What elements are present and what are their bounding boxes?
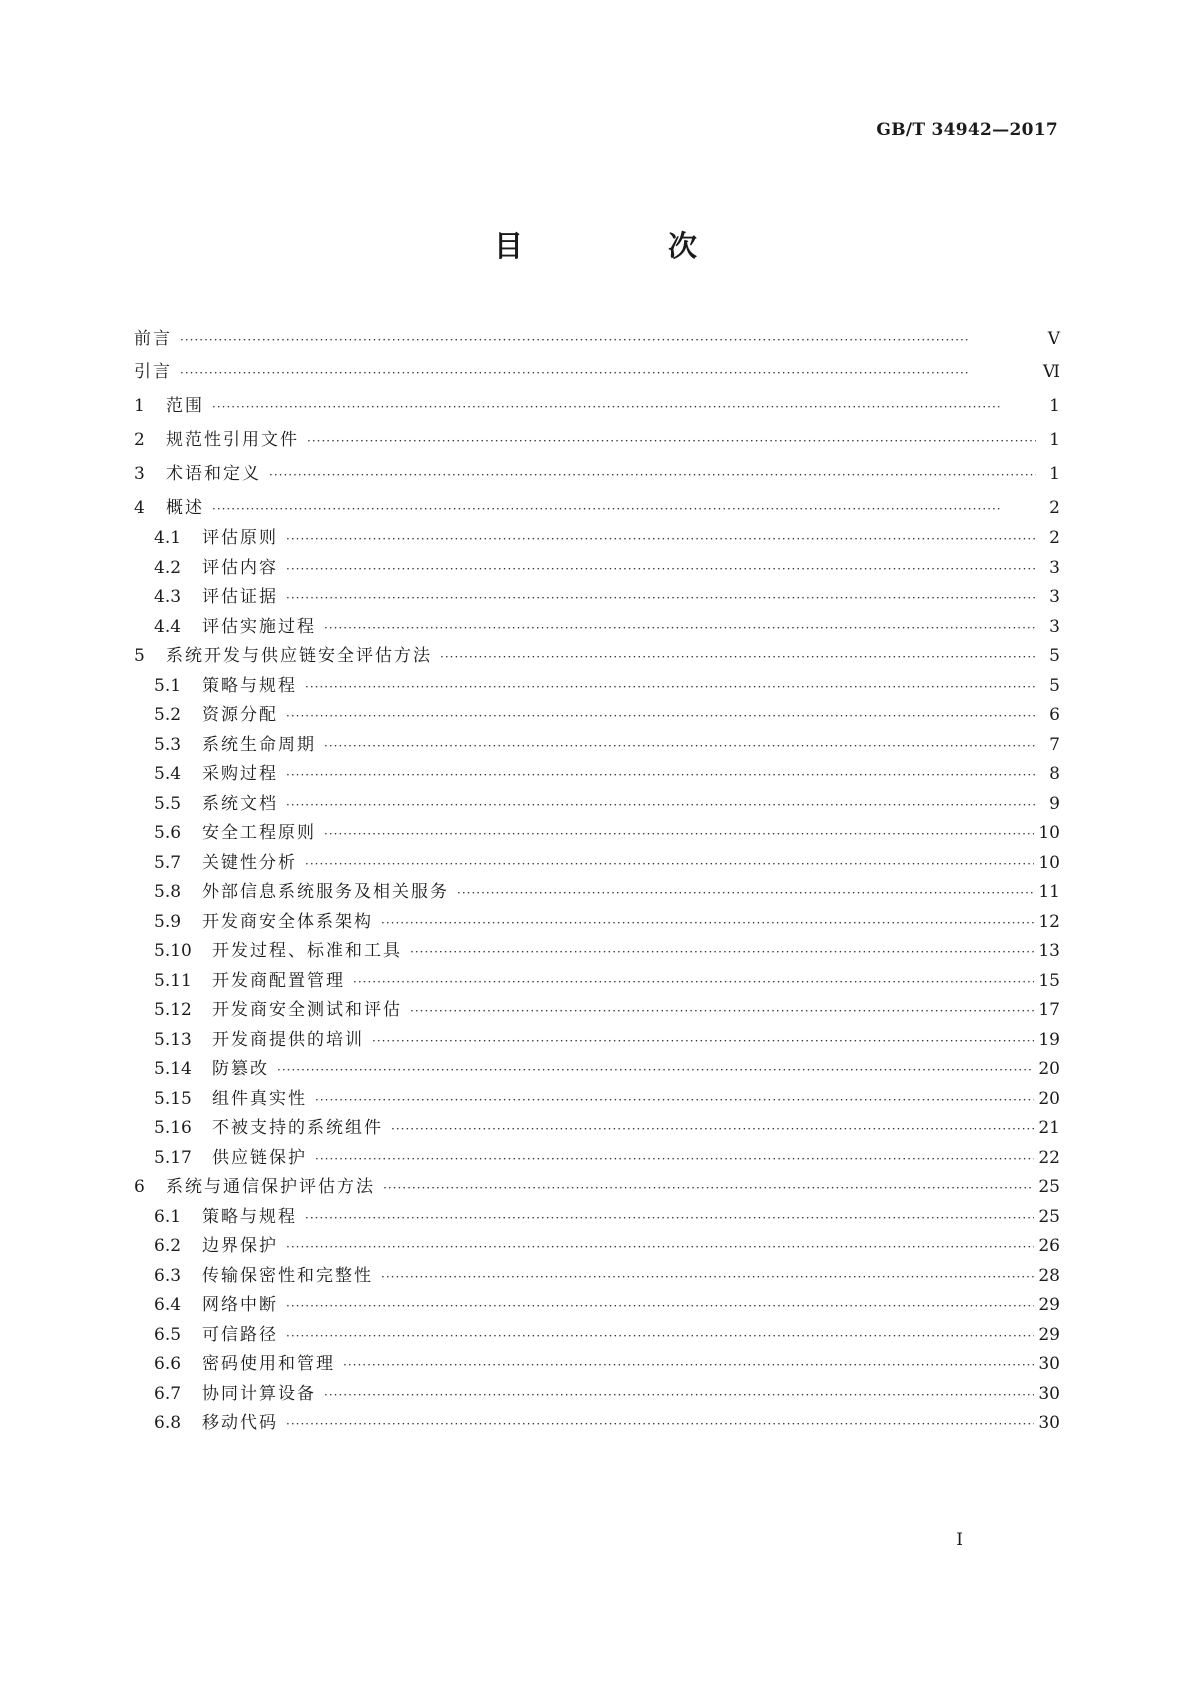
toc-entry-page: 3 xyxy=(1049,587,1060,607)
toc-entry[interactable] xyxy=(134,1294,1060,1324)
toc-entry-number: 3 xyxy=(134,464,145,484)
dot-leader xyxy=(343,1354,1034,1376)
toc-entry-page: 19 xyxy=(1038,1029,1060,1050)
toc-entry-label: 供应链保护 xyxy=(212,1147,307,1168)
toc-entry-page: 26 xyxy=(1038,1236,1060,1256)
toc-entry[interactable] xyxy=(134,1235,1060,1265)
toc-entry[interactable] xyxy=(134,1029,1060,1059)
toc-entry[interactable] xyxy=(134,881,1060,911)
dot-leader xyxy=(410,1000,1034,1022)
toc-entry-page: 30 xyxy=(1038,1383,1060,1404)
toc-entry[interactable] xyxy=(134,940,1060,970)
toc-entry[interactable] xyxy=(134,1117,1060,1147)
toc-entry-label: 可信路径 xyxy=(202,1324,278,1345)
toc-entry-number: 5.14 xyxy=(154,1059,192,1079)
dot-leader xyxy=(286,1413,1034,1435)
dot-leader xyxy=(372,1030,1034,1052)
toc-entry-number: 6.2 xyxy=(154,1236,182,1256)
dot-leader xyxy=(286,1236,1034,1258)
toc-entry-label: 防篡改 xyxy=(212,1059,269,1079)
toc-entry-number: 5.5 xyxy=(154,793,182,814)
toc-entry-page: 2 xyxy=(1049,498,1060,518)
toc-entry-page: 10 xyxy=(1038,852,1060,873)
toc-entry[interactable] xyxy=(134,793,1060,823)
toc-entry[interactable] xyxy=(134,1265,1060,1295)
dot-leader xyxy=(212,396,1036,418)
dot-leader xyxy=(410,941,1034,963)
dot-leader xyxy=(180,329,1036,351)
toc-entry-label: 概述 xyxy=(166,498,204,518)
toc-entry-label: 系统开发与供应链安全评估方法 xyxy=(166,646,432,666)
toc-entry-number: 4.3 xyxy=(154,587,182,607)
toc-entry-label: 评估原则 xyxy=(202,528,278,548)
toc-entry-label: 采购过程 xyxy=(202,764,278,784)
toc-entry-page: 29 xyxy=(1038,1295,1060,1315)
toc-entry[interactable] xyxy=(134,1147,1060,1177)
toc-entry-number: 5.15 xyxy=(154,1088,192,1109)
toc-entry[interactable] xyxy=(134,1383,1060,1413)
toc-entry[interactable] xyxy=(134,1412,1060,1442)
dot-leader xyxy=(383,1177,1034,1199)
toc-entry[interactable] xyxy=(134,1353,1060,1383)
toc-entry-page: 10 xyxy=(1038,823,1060,843)
toc-entry[interactable] xyxy=(134,328,1060,361)
toc-entry-label: 关键性分析 xyxy=(202,852,297,873)
toc-entry-number: 6.6 xyxy=(154,1354,182,1374)
toc-entry-page: 1 xyxy=(1049,396,1060,416)
toc-entry[interactable] xyxy=(134,527,1060,557)
toc-entry-label: 组件真实性 xyxy=(212,1088,307,1109)
toc-entry-page: Ⅴ xyxy=(1047,329,1060,349)
toc-entry-label: 外部信息系统服务及相关服务 xyxy=(202,882,449,902)
toc-entry-label: 系统与通信保护评估方法 xyxy=(166,1177,375,1197)
toc-entry-page: 22 xyxy=(1038,1147,1060,1168)
toc-entry-number: 2 xyxy=(134,430,145,450)
toc-entry-number: 6.7 xyxy=(154,1383,182,1404)
toc-entry-label: 开发过程、标准和工具 xyxy=(212,941,402,961)
dot-leader xyxy=(324,823,1034,845)
toc-entry-number: 5.4 xyxy=(154,764,182,784)
toc-entry-page: 17 xyxy=(1038,1000,1060,1020)
toc-entry-page: 15 xyxy=(1038,970,1060,991)
toc-entry[interactable] xyxy=(134,911,1060,941)
toc-entry-label: 术语和定义 xyxy=(166,464,261,484)
toc-entry-page: 1 xyxy=(1049,464,1060,484)
toc-entry-number: 5.13 xyxy=(154,1029,192,1050)
toc-entry-number: 6.8 xyxy=(154,1413,182,1433)
dot-leader xyxy=(315,1089,1034,1111)
toc-entry-number: 6.5 xyxy=(154,1324,182,1345)
toc-entry-number: 4.1 xyxy=(154,528,182,548)
dot-leader xyxy=(381,1266,1034,1288)
toc-entry-page: 11 xyxy=(1038,882,1060,902)
toc-entry-label: 传输保密性和完整性 xyxy=(202,1265,373,1286)
toc-entry[interactable] xyxy=(134,463,1060,497)
toc-entry-label: 评估内容 xyxy=(202,557,278,578)
toc-entry-label: 前言 xyxy=(134,329,172,349)
toc-entry-label: 协同计算设备 xyxy=(202,1383,316,1404)
toc-entry-number: 6.1 xyxy=(154,1206,182,1227)
toc-entry[interactable] xyxy=(134,734,1060,764)
dot-leader xyxy=(180,362,1036,384)
toc-entry-number: 5.1 xyxy=(154,675,182,696)
toc-entry-page: 20 xyxy=(1038,1088,1060,1109)
dot-leader xyxy=(353,971,1034,993)
toc-entry-label: 资源分配 xyxy=(202,705,278,725)
toc-entry-page: Ⅵ xyxy=(1042,362,1060,382)
toc-entry-page: 29 xyxy=(1038,1324,1060,1345)
toc-entry-label: 评估实施过程 xyxy=(202,616,316,637)
toc-entry-page: 20 xyxy=(1038,1059,1060,1079)
toc-entry-number: 5.6 xyxy=(154,823,182,843)
toc-entry[interactable] xyxy=(134,1324,1060,1354)
toc-entry-number: 5 xyxy=(134,646,145,666)
toc-entry-number: 5.11 xyxy=(154,970,192,991)
toc-entry[interactable] xyxy=(134,970,1060,1000)
dot-leader xyxy=(212,498,1036,520)
toc-entry[interactable] xyxy=(134,1206,1060,1236)
toc-entry-label: 系统生命周期 xyxy=(202,734,316,755)
toc-entry-page: 1 xyxy=(1049,430,1060,450)
document-code: GB/T 34942—2017 xyxy=(876,120,1058,140)
toc-entry-page: 5 xyxy=(1049,675,1060,696)
toc-entry[interactable] xyxy=(134,1058,1060,1088)
toc-entry-label: 开发商安全体系架构 xyxy=(202,911,373,932)
toc-entry-page: 25 xyxy=(1038,1177,1060,1197)
dot-leader xyxy=(286,528,1036,550)
toc-entry-number: 6.3 xyxy=(154,1265,182,1286)
toc-entry-page: 13 xyxy=(1038,941,1060,961)
dot-leader xyxy=(324,1384,1034,1406)
dot-leader xyxy=(440,646,1036,668)
toc-entry-label: 策略与规程 xyxy=(202,675,297,696)
toc-entry-page: 28 xyxy=(1038,1265,1060,1286)
toc-entry-page: 6 xyxy=(1049,705,1060,725)
toc-entry-label: 边界保护 xyxy=(202,1236,278,1256)
dot-leader xyxy=(315,1148,1034,1170)
toc-entry-page: 3 xyxy=(1049,557,1060,578)
dot-leader xyxy=(286,764,1036,786)
toc-entry-label: 策略与规程 xyxy=(202,1206,297,1227)
table-of-contents xyxy=(134,328,1060,1442)
page-title: 目 次 xyxy=(493,229,755,263)
page-number: I xyxy=(956,1530,963,1550)
toc-entry-page: 7 xyxy=(1049,734,1060,755)
toc-entry-label: 范围 xyxy=(166,396,204,416)
toc-entry[interactable] xyxy=(134,999,1060,1029)
dot-leader xyxy=(286,794,1036,816)
toc-entry-number: 5.7 xyxy=(154,852,182,873)
toc-entry[interactable] xyxy=(134,361,1060,395)
toc-entry[interactable] xyxy=(134,852,1060,882)
dot-leader xyxy=(307,430,1036,452)
toc-entry-number: 5.2 xyxy=(154,705,182,725)
toc-entry-label: 评估证据 xyxy=(202,587,278,607)
toc-entry-number: 5.8 xyxy=(154,882,182,902)
dot-leader xyxy=(324,617,1036,639)
toc-entry-page: 9 xyxy=(1049,793,1060,814)
dot-leader xyxy=(324,735,1036,757)
dot-leader xyxy=(269,464,1036,486)
toc-entry-number: 5.9 xyxy=(154,911,182,932)
dot-leader xyxy=(286,1295,1034,1317)
toc-entry-page: 3 xyxy=(1049,616,1060,637)
toc-entry-label: 开发商安全测试和评估 xyxy=(212,1000,402,1020)
toc-entry-page: 2 xyxy=(1049,528,1060,548)
toc-entry[interactable] xyxy=(134,395,1060,429)
dot-leader xyxy=(286,558,1036,580)
toc-entry-number: 5.17 xyxy=(154,1147,192,1168)
toc-entry[interactable] xyxy=(134,675,1060,705)
toc-entry-page: 30 xyxy=(1038,1413,1060,1433)
toc-entry[interactable] xyxy=(134,616,1060,646)
toc-entry-number: 6.4 xyxy=(154,1295,182,1315)
dot-leader xyxy=(277,1059,1034,1081)
toc-entry[interactable] xyxy=(134,1088,1060,1118)
dot-leader xyxy=(391,1118,1034,1140)
toc-entry-label: 不被支持的系统组件 xyxy=(212,1118,383,1138)
toc-entry[interactable] xyxy=(134,429,1060,463)
toc-entry-page: 8 xyxy=(1049,764,1060,784)
dot-leader xyxy=(305,853,1034,875)
toc-entry[interactable] xyxy=(134,1176,1060,1206)
toc-entry-page: 5 xyxy=(1049,646,1060,666)
toc-entry[interactable] xyxy=(134,822,1060,852)
toc-entry-label: 网络中断 xyxy=(202,1295,278,1315)
toc-entry[interactable] xyxy=(134,497,1060,527)
dot-leader xyxy=(286,1325,1034,1347)
dot-leader xyxy=(305,1207,1034,1229)
toc-entry-label: 引言 xyxy=(134,362,172,382)
dot-leader xyxy=(286,705,1036,727)
toc-entry-number: 5.16 xyxy=(154,1118,192,1138)
toc-entry-number: 5.3 xyxy=(154,734,182,755)
toc-entry-number: 5.12 xyxy=(154,1000,192,1020)
toc-entry-number: 5.10 xyxy=(154,941,192,961)
toc-entry-label: 开发商配置管理 xyxy=(212,970,345,991)
toc-entry-number: 4 xyxy=(134,498,145,518)
toc-entry-number: 4.2 xyxy=(154,557,182,578)
toc-entry-number: 4.4 xyxy=(154,616,182,637)
toc-entry[interactable] xyxy=(134,645,1060,675)
dot-leader xyxy=(286,587,1036,609)
toc-entry[interactable] xyxy=(134,586,1060,616)
toc-entry-label: 系统文档 xyxy=(202,793,278,814)
toc-entry-page: 25 xyxy=(1038,1206,1060,1227)
toc-entry-label: 安全工程原则 xyxy=(202,823,316,843)
toc-entry-page: 30 xyxy=(1038,1354,1060,1374)
toc-entry-page: 12 xyxy=(1038,911,1060,932)
toc-entry[interactable] xyxy=(134,763,1060,793)
toc-entry-label: 移动代码 xyxy=(202,1413,278,1433)
toc-entry-label: 规范性引用文件 xyxy=(166,430,299,450)
dot-leader xyxy=(457,882,1034,904)
toc-entry-label: 开发商提供的培训 xyxy=(212,1029,364,1050)
toc-entry[interactable] xyxy=(134,557,1060,587)
dot-leader xyxy=(305,676,1036,698)
toc-entry-number: 6 xyxy=(134,1177,145,1197)
toc-entry-page: 21 xyxy=(1038,1118,1060,1138)
toc-entry[interactable] xyxy=(134,704,1060,734)
dot-leader xyxy=(381,912,1034,934)
toc-entry-number: 1 xyxy=(134,396,145,416)
toc-entry-label: 密码使用和管理 xyxy=(202,1354,335,1374)
